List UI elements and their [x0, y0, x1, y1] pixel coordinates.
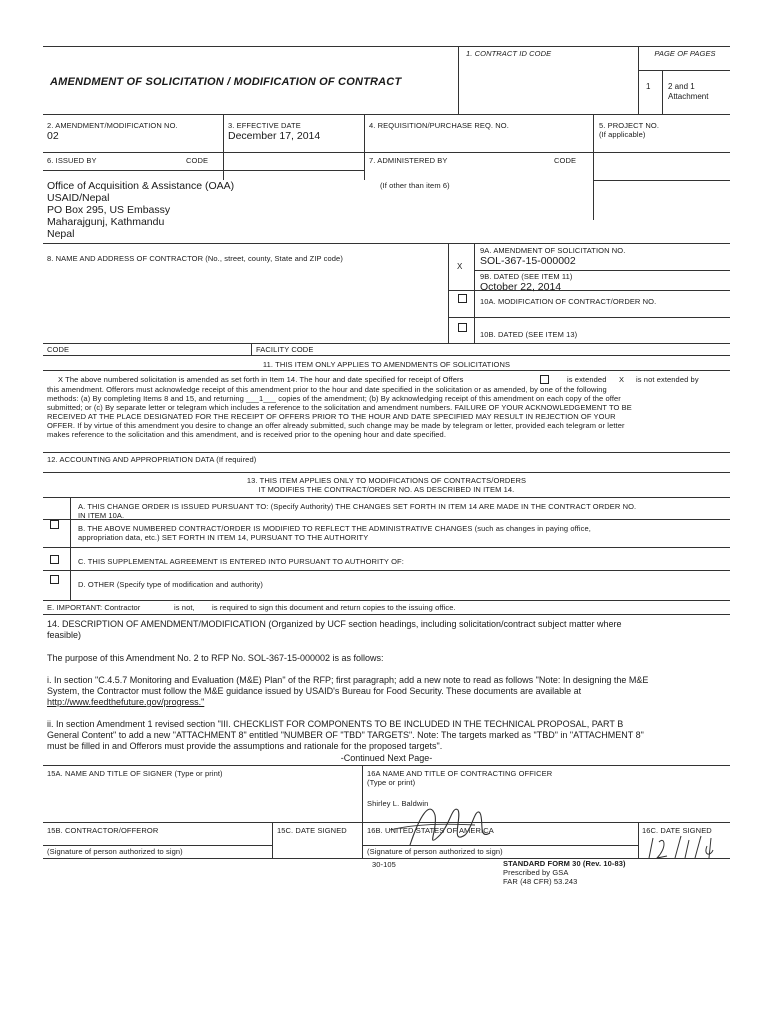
page-total: 2 and 1 Attachment: [668, 82, 709, 101]
item13c-label: C. THIS SUPPLEMENTAL AGREEMENT IS ENTERED INTO PURSUANT TO AUTHORITY OF:: [78, 557, 404, 566]
item14-purpose: The purpose of this Amendment No. 2 to RFP No. SOL-367-15-000002 is as follows:: [47, 653, 384, 663]
item14-para2-line: ii. In section Amendment 1 revised section "III. CHECKLIST FOR COMPONENTS TO BE INCLUDED IN THE TECHNICAL PROPOSAL, PART B: [47, 719, 624, 729]
footer-far: FAR (48 CFR) 53.243: [503, 877, 578, 886]
item7-label: 7. ADMINISTERED BY: [369, 156, 448, 165]
item14-para1: [47, 675, 727, 708]
item14-para1-line: i. In section "C.4.5.7 Monitoring and Evaluation (M&E) Plan" of the RFP; first paragraph; add a new note to read as follows "Note: In designing the M&E: [47, 675, 649, 685]
item13-header1: 13. THIS ITEM APPLIES ONLY TO MODIFICATIONS OF CONTRACTS/ORDERS: [246, 476, 527, 485]
item14-para1-line: System, the Contractor must follow the M&E guidance issued by USAID's Bureau for Food Security. These documents are available at: [47, 686, 582, 696]
item13b-checkbox[interactable]: [50, 520, 59, 529]
form-title: AMENDMENT OF SOLICITATION / MODIFICATION OF CONTRACT: [50, 76, 402, 88]
issued-by-line: Nepal: [47, 228, 75, 240]
issued-by-line: Maharajgunj, Kathmandu: [47, 216, 165, 228]
item15c-label: 15C. DATE SIGNED: [277, 826, 347, 835]
item9a-label: 9A. AMENDMENT OF SOLICITATION NO.: [480, 246, 626, 255]
item13b-line1: B. THE ABOVE NUMBERED CONTRACT/ORDER IS MODIFIED TO REFLECT THE ADMINISTRATIVE CHANGES (such as changes in paying office,: [78, 524, 591, 533]
item13a-line1: A. THIS CHANGE ORDER IS ISSUED PURSUANT TO: (Specify Authority) THE CHANGES SET FORTH IN ITEM 14 ARE MADE IN THE CONTRACT ORDER NO.: [78, 502, 637, 511]
footer-prescribed: Prescribed by GSA: [503, 868, 569, 877]
item11-line: this amendment. Offerors must acknowledge receipt of this amendment prior to the hour and date specified in the solicitation or as amended, by one of the following: [47, 385, 607, 394]
footer-form-number: 30-105: [372, 860, 396, 869]
item11-text: [47, 385, 727, 439]
item9b-value: October 22, 2014: [480, 281, 562, 293]
extended-checkbox[interactable]: [540, 375, 549, 384]
item9b-label: 9B. DATED (SEE ITEM 11): [480, 272, 573, 281]
item6-code-label: CODE: [186, 156, 209, 165]
extended-label: is extended: [567, 375, 607, 384]
item14-label2: feasible): [47, 630, 82, 640]
item16a-value: Shirley L. Baldwin: [367, 799, 429, 808]
contracting-officer-signature: [380, 795, 500, 857]
page-of-pages-label: PAGE OF PAGES: [654, 49, 716, 58]
item11-line: methods: (a) By completing Items 8 and 15, and returning ___1___ copies of the amendment; (b) By acknowledging receipt of this amendment on each copy of the offer: [47, 394, 621, 403]
item15b-sig-label: (Signature of person authorized to sign): [47, 847, 183, 856]
page-number: 1: [646, 82, 651, 91]
item13a-line2: IN ITEM 10A.: [78, 511, 125, 520]
item16b-sig-label: (Signature of person authorized to sign): [367, 847, 503, 856]
item14-para2: [47, 719, 727, 752]
itemE-is-not: is not,: [174, 603, 195, 612]
item11-line: RECEIVED AT THE PLACE DESIGNATED FOR THE RECEIPT OF OFFERS PRIOR TO THE HOUR AND DATE SPECIFIED MAY RESULT IN REJECTION OF YOUR: [47, 412, 616, 421]
item12-label: 12. ACCOUNTING AND APPROPRIATION DATA (If required): [47, 455, 257, 464]
item7-sub: (If other than item 6): [380, 181, 450, 190]
item16c-label: 16C. DATE SIGNED: [642, 826, 712, 835]
item7-code-label: CODE: [554, 156, 577, 165]
contract-id-label: 1. CONTRACT ID CODE: [466, 49, 552, 58]
item4-label: 4. REQUISITION/PURCHASE REQ. NO.: [369, 121, 509, 130]
item13b-line2: appropriation data, etc.) SET FORTH IN ITEM 14, PURSUANT TO THE AUTHORITY: [78, 533, 369, 542]
item15a-label: 15A. NAME AND TITLE OF SIGNER (Type or print): [47, 769, 223, 778]
item16b-label: 16B. UNITED STATES OF AMERICA: [367, 826, 494, 835]
item2-label: 2. AMENDMENT/MODIFICATION NO.: [47, 121, 178, 130]
item16a-label1: 16A NAME AND TITLE OF CONTRACTING OFFICER: [367, 769, 553, 778]
item11-header: 11. THIS ITEM ONLY APPLIES TO AMENDMENTS OF SOLICITATIONS: [262, 360, 511, 369]
item6-label: 6. ISSUED BY: [47, 156, 97, 165]
item8-label: 8. NAME AND ADDRESS OF CONTRACTOR (No., street, county, State and ZIP code): [47, 254, 343, 263]
item13d-checkbox[interactable]: [50, 575, 59, 584]
item3-label: 3. EFFECTIVE DATE: [228, 121, 301, 130]
item13c-checkbox[interactable]: [50, 555, 59, 564]
item14-label1: 14. DESCRIPTION OF AMENDMENT/MODIFICATION (Organized by UCF section headings, including solicitation/contract subject matter where: [47, 619, 622, 629]
code-label: CODE: [47, 345, 70, 354]
item16a-label2: (Type or print): [367, 778, 416, 787]
item13-header2: IT MODIFIES THE CONTRACT/ORDER NO. AS DESCRIBED IN ITEM 14.: [258, 485, 515, 494]
item10-checkbox[interactable]: [458, 294, 467, 303]
progress-link[interactable]: http://www.feedthefuture.gov/progress.": [47, 697, 205, 707]
item11-line: submitted; or (c) By separate letter or telegram which includes a reference to the solicitation and amendment numbers. FAILURE OF YOUR ACKNOWLEDGEMENT TO BE: [47, 403, 632, 412]
item2-value: 02: [47, 130, 59, 142]
itemE-rest: is required to sign this document and return copies to the issuing office.: [212, 603, 456, 612]
not-extended-mark: X: [619, 375, 625, 384]
item14-para2-line: must be filled in and Offerors must provide the assumptions and rationale for the proposed targets".: [47, 741, 443, 751]
item3-value: December 17, 2014: [228, 130, 321, 142]
not-extended-label: is not extended by: [636, 375, 699, 384]
item14-para2-line: General Content" to add a new "ATTACHMENT 8" entitled "NUMBER OF "TBD" TARGETS". Note: The targets marked as "TBD" in "ATTACHMENT 8": [47, 730, 644, 740]
item11-line: makes reference to the solicitation and this amendment, and is received prior to the opening hour and date specified.: [47, 430, 447, 439]
item13d-label: D. OTHER (Specify type of modification and authority): [78, 580, 263, 589]
issued-by-address: [47, 180, 347, 240]
issued-by-line: USAID/Nepal: [47, 192, 110, 204]
handwritten-date: [645, 834, 720, 862]
item11-line1: X The above numbered solicitation is amended as set forth in Item 14. The hour and date specified for receipt of Offers: [58, 375, 464, 384]
itemE-label: E. IMPORTANT: Contractor: [47, 603, 141, 612]
item10a-label: 10A. MODIFICATION OF CONTRACT/ORDER NO.: [480, 297, 657, 306]
item10b-label: 10B. DATED (SEE ITEM 13): [480, 330, 578, 339]
continued-note: -Continued Next Page-: [340, 753, 433, 763]
item5-sub: (If applicable): [599, 130, 646, 139]
item9-mark: X: [457, 262, 463, 271]
item10b-checkbox[interactable]: [458, 323, 467, 332]
item11-line: OFFER. If by virtue of this amendment you desire to change an offer already submitted, such change may be made by telegram or letter, provided each telegram or letter: [47, 421, 625, 430]
footer-standard-form: STANDARD FORM 30 (Rev. 10-83): [503, 859, 626, 868]
issued-by-line: Office of Acquisition & Assistance (OAA): [47, 180, 235, 192]
issued-by-line: PO Box 295, US Embassy: [47, 204, 171, 216]
item9a-value: SOL-367-15-000002: [480, 255, 576, 267]
item5-label: 5. PROJECT NO.: [599, 121, 660, 130]
item15b-label: 15B. CONTRACTOR/OFFEROR: [47, 826, 159, 835]
facility-code-label: FACILITY CODE: [256, 345, 314, 354]
